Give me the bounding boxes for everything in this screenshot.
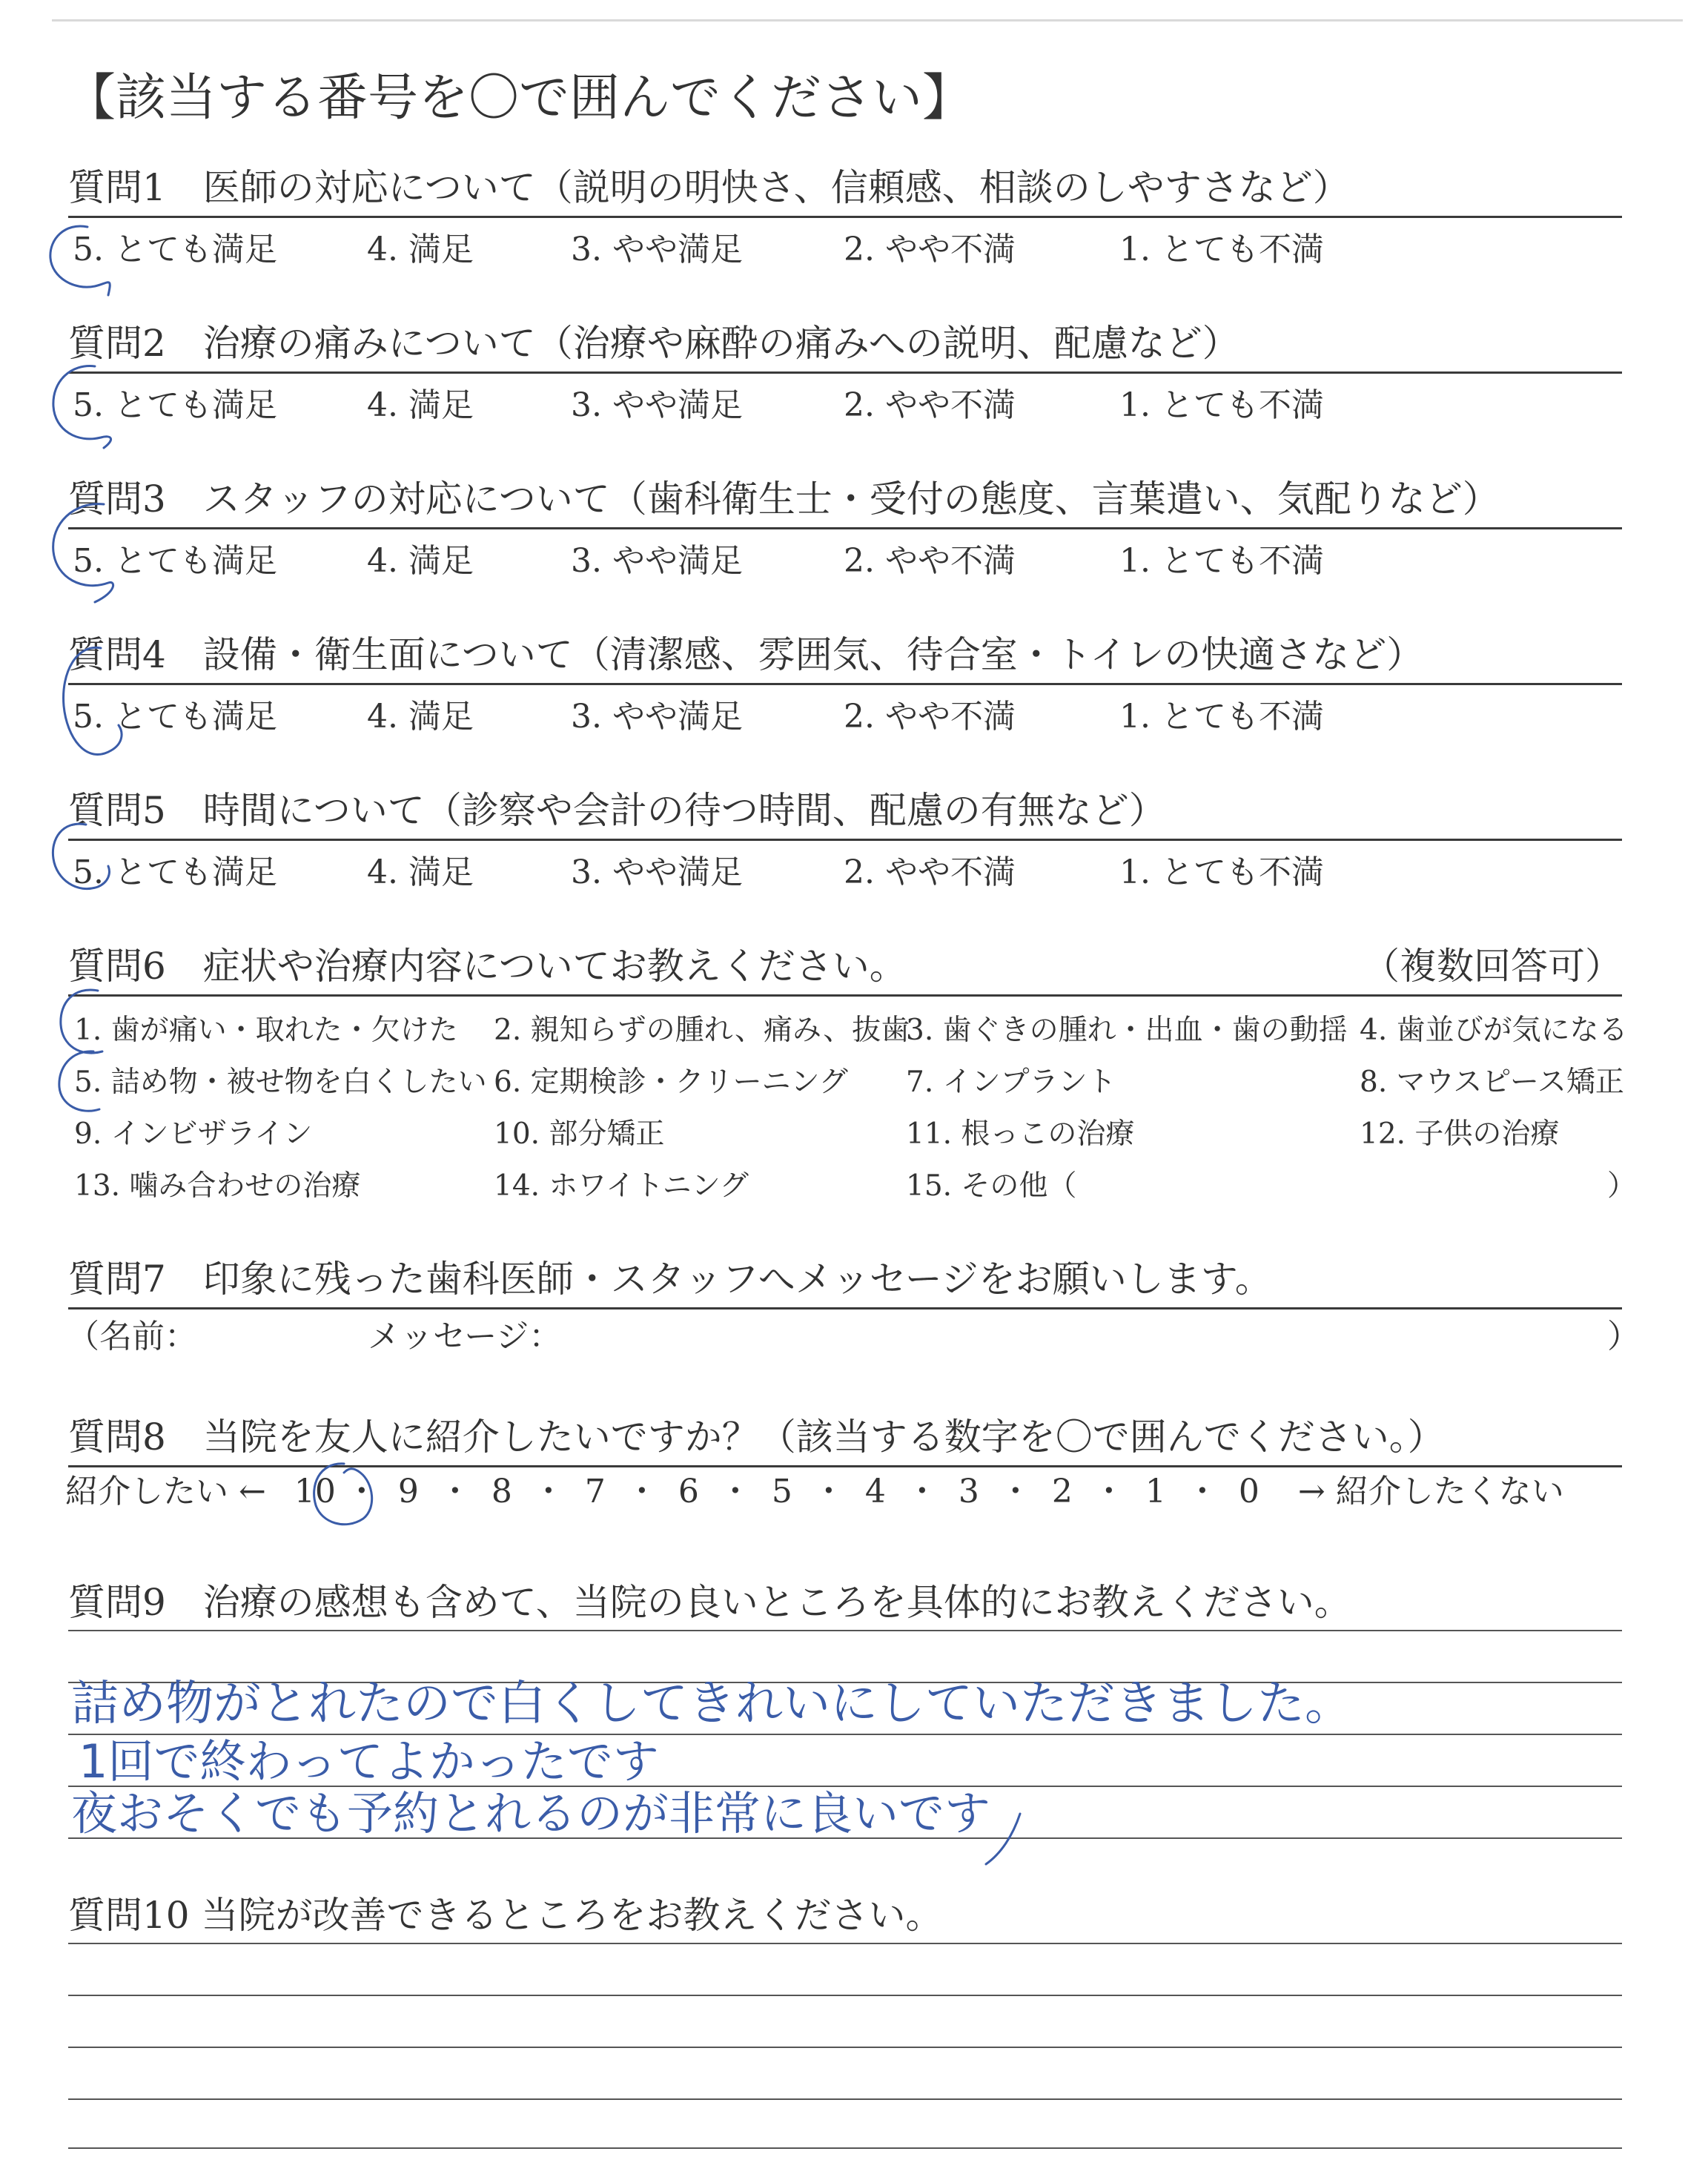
q6-option-10[interactable]: 10. 部分矯正 bbox=[494, 1117, 665, 1151]
q8-scale-9[interactable]: 9 bbox=[397, 1473, 419, 1510]
q6-option-9[interactable]: 9. インビザライン bbox=[74, 1117, 313, 1151]
q5-option-3[interactable]: 3. やや満足 bbox=[571, 853, 743, 891]
q6-option-11[interactable]: 11. 根っこの治療 bbox=[906, 1117, 1135, 1151]
q3-rule bbox=[68, 527, 1622, 529]
q9-answer-line-3: 夜おそくでも予約とれるのが非常に良いです bbox=[71, 1786, 991, 1840]
q2-title: 質問2 治療の痛みについて（治療や麻酔の痛みへの説明、配慮など） bbox=[68, 322, 1239, 365]
q10-rule-2 bbox=[68, 2047, 1622, 2048]
q5-title: 質問5 時間について（診察や会計の待つ時間、配慮の有無など） bbox=[68, 789, 1166, 832]
q1-rule bbox=[68, 216, 1622, 218]
q6-option-7[interactable]: 7. インプラント bbox=[906, 1066, 1116, 1099]
q6-option-1[interactable]: 1. 歯が痛い・取れた・欠けた bbox=[74, 1014, 458, 1047]
q6-option-15[interactable]: 15. その他（ bbox=[906, 1169, 1077, 1203]
q8-right-label: → 紹介したくない bbox=[1297, 1473, 1564, 1510]
q3-option-1[interactable]: 1. とても不満 bbox=[1119, 542, 1324, 580]
q6-option-6[interactable]: 6. 定期検診・クリーニング bbox=[494, 1066, 848, 1099]
q8-rule bbox=[68, 1465, 1622, 1467]
q10-rule-1 bbox=[68, 1995, 1622, 1996]
q3-title: 質問3 スタッフの対応について（歯科衛生士・受付の態度、言葉遣い、気配りなど） bbox=[68, 478, 1500, 521]
q3-option-2[interactable]: 2. やや不満 bbox=[844, 542, 1016, 580]
q1-option-2[interactable]: 2. やや不満 bbox=[844, 231, 1016, 268]
q6-option-15-close: ） bbox=[1607, 1169, 1637, 1203]
q8-scale-separator: ・ bbox=[718, 1473, 752, 1510]
q1-option-4[interactable]: 4. 満足 bbox=[367, 231, 474, 268]
q9-title: 質問9 治療の感想も含めて、当院の良いところを具体的にお教えください。 bbox=[68, 1581, 1351, 1624]
q9-tail-stroke bbox=[986, 1814, 1020, 1864]
top-edge-line bbox=[52, 19, 1683, 22]
q8-scale-separator: ・ bbox=[345, 1473, 378, 1510]
q7-rule bbox=[68, 1307, 1622, 1309]
q3-option-5[interactable]: 5. とても満足 bbox=[73, 542, 277, 580]
q6-note: （複数回答可） bbox=[1363, 945, 1622, 988]
q6-title: 質問6 症状や治療内容についてお教えください。 bbox=[68, 945, 907, 988]
q1-option-3[interactable]: 3. やや満足 bbox=[571, 231, 743, 268]
q8-scale bbox=[294, 1473, 1270, 1510]
q6-option-13[interactable]: 13. 噛み合わせの治療 bbox=[74, 1169, 361, 1203]
q8-title: 質問8 当院を友人に紹介したいですか？（該当する数字を〇で囲んでください。） bbox=[68, 1416, 1445, 1459]
q1-option-5[interactable]: 5. とても満足 bbox=[73, 231, 277, 268]
q5-option-2[interactable]: 2. やや不満 bbox=[844, 853, 1016, 891]
q9-rule-0 bbox=[68, 1630, 1622, 1631]
q8-scale-separator: ・ bbox=[532, 1473, 565, 1510]
q8-scale-0[interactable]: 0 bbox=[1238, 1473, 1260, 1510]
q6-option-4[interactable]: 4. 歯並びが気になる bbox=[1360, 1014, 1628, 1047]
q10-title: 質問10 当院が改善できるところをお教えください。 bbox=[68, 1894, 943, 1937]
q5-option-4[interactable]: 4. 満足 bbox=[367, 853, 474, 891]
q2-option-4[interactable]: 4. 満足 bbox=[367, 386, 474, 424]
q5-option-1[interactable]: 1. とても不満 bbox=[1119, 853, 1324, 891]
q8-scale-separator: ・ bbox=[1185, 1473, 1219, 1510]
q2-option-1[interactable]: 1. とても不満 bbox=[1119, 386, 1324, 424]
q3-option-3[interactable]: 3. やや満足 bbox=[571, 542, 743, 580]
q8-scale-separator: ・ bbox=[812, 1473, 845, 1510]
q6-option-8[interactable]: 8. マウスピース矯正 bbox=[1360, 1066, 1624, 1099]
q8-scale-separator: ・ bbox=[999, 1473, 1032, 1510]
q7-close: ） bbox=[1607, 1318, 1640, 1355]
q9-answer-line-2: 1回で終わってよかったです bbox=[79, 1734, 659, 1789]
q8-scale-separator: ・ bbox=[625, 1473, 658, 1510]
q2-option-2[interactable]: 2. やや不満 bbox=[844, 386, 1016, 424]
q8-scale-1[interactable]: 1 bbox=[1145, 1473, 1166, 1510]
q8-scale-2[interactable]: 2 bbox=[1051, 1473, 1073, 1510]
q5-rule bbox=[68, 839, 1622, 841]
q8-scale-8[interactable]: 8 bbox=[491, 1473, 512, 1510]
q4-title: 質問4 設備・衛生面について（清潔感、雰囲気、待合室・トイレの快適さなど） bbox=[68, 633, 1424, 676]
q7-title: 質問7 印象に残った歯科医師・スタッフへメッセージをお願いします。 bbox=[68, 1258, 1272, 1301]
q4-option-1[interactable]: 1. とても不満 bbox=[1119, 698, 1324, 736]
q8-left-label: 紹介したい ← bbox=[65, 1473, 266, 1510]
q8-scale-10[interactable]: 10 bbox=[294, 1473, 336, 1510]
q2-rule bbox=[68, 371, 1622, 374]
q2-option-3[interactable]: 3. やや満足 bbox=[571, 386, 743, 424]
q4-option-3[interactable]: 3. やや満足 bbox=[571, 698, 743, 736]
q10-rule-4 bbox=[68, 2147, 1622, 2149]
q10-rule-3 bbox=[68, 2098, 1622, 2100]
q6-option-5[interactable]: 5. 詰め物・被せ物を白くしたい bbox=[74, 1066, 487, 1099]
q6-option-3[interactable]: 3. 歯ぐきの腫れ・出血・歯の動揺 bbox=[906, 1014, 1348, 1047]
q8-scale-separator: ・ bbox=[905, 1473, 939, 1510]
q4-option-5[interactable]: 5. とても満足 bbox=[73, 698, 277, 736]
q1-title: 質問1 医師の対応について（説明の明快さ、信頼感、相談のしやすさなど） bbox=[68, 166, 1350, 209]
q2-option-5[interactable]: 5. とても満足 bbox=[73, 386, 277, 424]
q7-name-label: （名前： bbox=[67, 1318, 197, 1355]
q8-scale-5[interactable]: 5 bbox=[771, 1473, 792, 1510]
form-title: 【該当する番号を〇で囲んでください】 bbox=[65, 69, 973, 128]
q1-option-1[interactable]: 1. とても不満 bbox=[1119, 231, 1324, 268]
q8-scale-7[interactable]: 7 bbox=[584, 1473, 606, 1510]
q4-option-2[interactable]: 2. やや不満 bbox=[844, 698, 1016, 736]
q8-scale-separator: ・ bbox=[1092, 1473, 1125, 1510]
q6-rule bbox=[68, 994, 1622, 997]
q7-message-label: メッセージ： bbox=[368, 1318, 562, 1355]
q5-option-5[interactable]: 5. とても満足 bbox=[73, 853, 277, 891]
q9-answer-line-1: 詰め物がとれたので白くしてきれいにしていただきました。 bbox=[71, 1677, 1352, 1731]
q8-scale-3[interactable]: 3 bbox=[958, 1473, 979, 1510]
q10-rule-0 bbox=[68, 1943, 1622, 1944]
q6-option-2[interactable]: 2. 親知らずの腫れ、痛み、抜歯 bbox=[494, 1014, 910, 1047]
q8-scale-row bbox=[65, 1471, 1644, 1513]
q6-option-14[interactable]: 14. ホワイトニング bbox=[494, 1169, 749, 1203]
q4-option-4[interactable]: 4. 満足 bbox=[367, 698, 474, 736]
q6-option-12[interactable]: 12. 子供の治療 bbox=[1360, 1117, 1560, 1151]
q4-rule bbox=[68, 683, 1622, 685]
q8-scale-4[interactable]: 4 bbox=[864, 1473, 886, 1510]
q3-option-4[interactable]: 4. 満足 bbox=[367, 542, 474, 580]
q8-scale-separator: ・ bbox=[438, 1473, 471, 1510]
q8-scale-6[interactable]: 6 bbox=[678, 1473, 699, 1510]
